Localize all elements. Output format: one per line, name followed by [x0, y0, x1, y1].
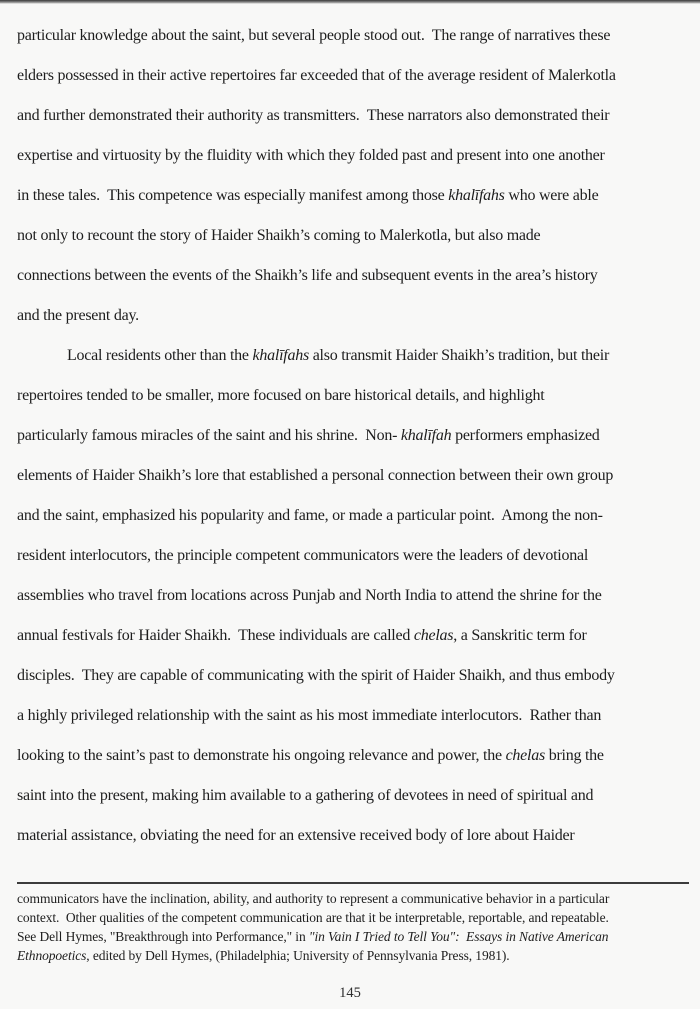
- text-segment: particularly famous miracles of the saint and his shrine. Non-: [17, 427, 401, 444]
- text-segment: and the saint, emphasized his popularity and fame, or made a particular point. Among the non-: [17, 507, 603, 524]
- text-line: [17, 416, 687, 456]
- text-segment: elders possessed in their active repertoires far exceeded that of the average resident of Malerkotla: [17, 67, 616, 84]
- italic-text-segment: "in Vain I Tried to Tell You": Essays in Native American: [308, 929, 609, 944]
- text-segment: repertoires tended to be smaller, more focused on bare historical details, and highlight: [17, 387, 545, 404]
- text-segment: particular knowledge about the saint, but several people stood out. The range of narratives these: [17, 27, 611, 44]
- text-line: [17, 696, 687, 736]
- text-segment: connections between the events of the Shaikh’s life and subsequent events in the area’s history: [17, 267, 598, 284]
- body-text: [17, 16, 687, 856]
- text-segment: , a Sanskritic term for: [453, 627, 587, 644]
- text-segment: also transmit Haider Shaikh’s tradition, but their: [308, 347, 610, 364]
- text-segment: and the present day.: [17, 307, 139, 324]
- text-line: [17, 776, 687, 816]
- text-segment: who were able: [504, 187, 599, 204]
- text-segment: communicators have the inclination, ability, and authority to represent a communicative behavior in a particular: [17, 891, 610, 906]
- text-line: [17, 889, 689, 908]
- text-segment: assemblies who travel from locations across Punjab and North India to attend the shrine for the: [17, 587, 602, 604]
- text-segment: elements of Haider Shaikh’s lore that established a personal connection between their own group: [17, 467, 614, 484]
- text-segment: bring the: [544, 747, 604, 764]
- italic-text-segment: chelas: [413, 627, 454, 644]
- text-line: [17, 16, 687, 56]
- text-line: [17, 176, 687, 216]
- text-line: [17, 496, 687, 536]
- footnote: [17, 889, 689, 965]
- text-segment: material assistance, obviating the need for an extensive received body of lore about Haider: [17, 827, 575, 844]
- text-segment: and further demonstrated their authority as transmitters. These narrators also demonstrated their: [17, 107, 610, 124]
- text-line: [17, 336, 687, 376]
- italic-text-segment: chelas: [505, 747, 545, 764]
- italic-text-segment: khalīfah: [400, 427, 452, 444]
- text-segment: looking to the saint’s past to demonstrate his ongoing relevance and power, the: [17, 747, 506, 764]
- scan-top-edge: [0, 0, 700, 4]
- text-line: [17, 56, 687, 96]
- page-number: 145: [339, 985, 361, 1001]
- text-line: [17, 136, 687, 176]
- text-segment: saint into the present, making him available to a gathering of devotees in need of spiritual and: [17, 787, 594, 804]
- text-segment: performers emphasized: [451, 427, 600, 444]
- text-segment: context. Other qualities of the competent communication are that it be interpretable, reportable, and repeatable.: [17, 910, 609, 925]
- text-line: [17, 816, 687, 856]
- text-line: [17, 736, 687, 776]
- text-segment: resident interlocutors, the principle competent communicators were the leaders of devotional: [17, 547, 589, 564]
- text-line: [17, 946, 689, 965]
- italic-text-segment: khalīfahs: [252, 347, 309, 364]
- text-line: [17, 456, 687, 496]
- text-line: [17, 256, 687, 296]
- text-line: [17, 296, 687, 336]
- text-line: [17, 376, 687, 416]
- text-line: [17, 908, 689, 927]
- text-line: [17, 656, 687, 696]
- italic-text-segment: khalīfahs: [448, 187, 505, 204]
- text-segment: , edited by Dell Hymes, (Philadelphia; University of Pennsylvania Press, 1981).: [86, 948, 510, 963]
- text-line: [17, 576, 687, 616]
- text-segment: expertise and virtuosity by the fluidity with which they folded past and present into one another: [17, 147, 605, 164]
- text-line: [17, 536, 687, 576]
- text-line: [17, 216, 687, 256]
- text-segment: a highly privileged relationship with the saint as his most immediate interlocutors. Rather than: [17, 707, 602, 724]
- text-segment: not only to recount the story of Haider Shaikh’s coming to Malerkotla, but also made: [17, 227, 541, 244]
- text-segment: See Dell Hymes, "Breakthrough into Performance," in: [17, 929, 309, 944]
- footnote-separator: [17, 882, 689, 884]
- text-line: [17, 616, 687, 656]
- text-segment: in these tales. This competence was especially manifest among those: [17, 187, 449, 204]
- text-segment: annual festivals for Haider Shaikh. These individuals are called: [17, 627, 414, 644]
- text-segment: Local residents other than the: [67, 347, 253, 364]
- text-line: [17, 96, 687, 136]
- text-segment: disciples. They are capable of communicating with the spirit of Haider Shaikh, and thus embody: [17, 667, 615, 684]
- text-line: [17, 927, 689, 946]
- italic-text-segment: Ethnopoetics: [17, 948, 87, 963]
